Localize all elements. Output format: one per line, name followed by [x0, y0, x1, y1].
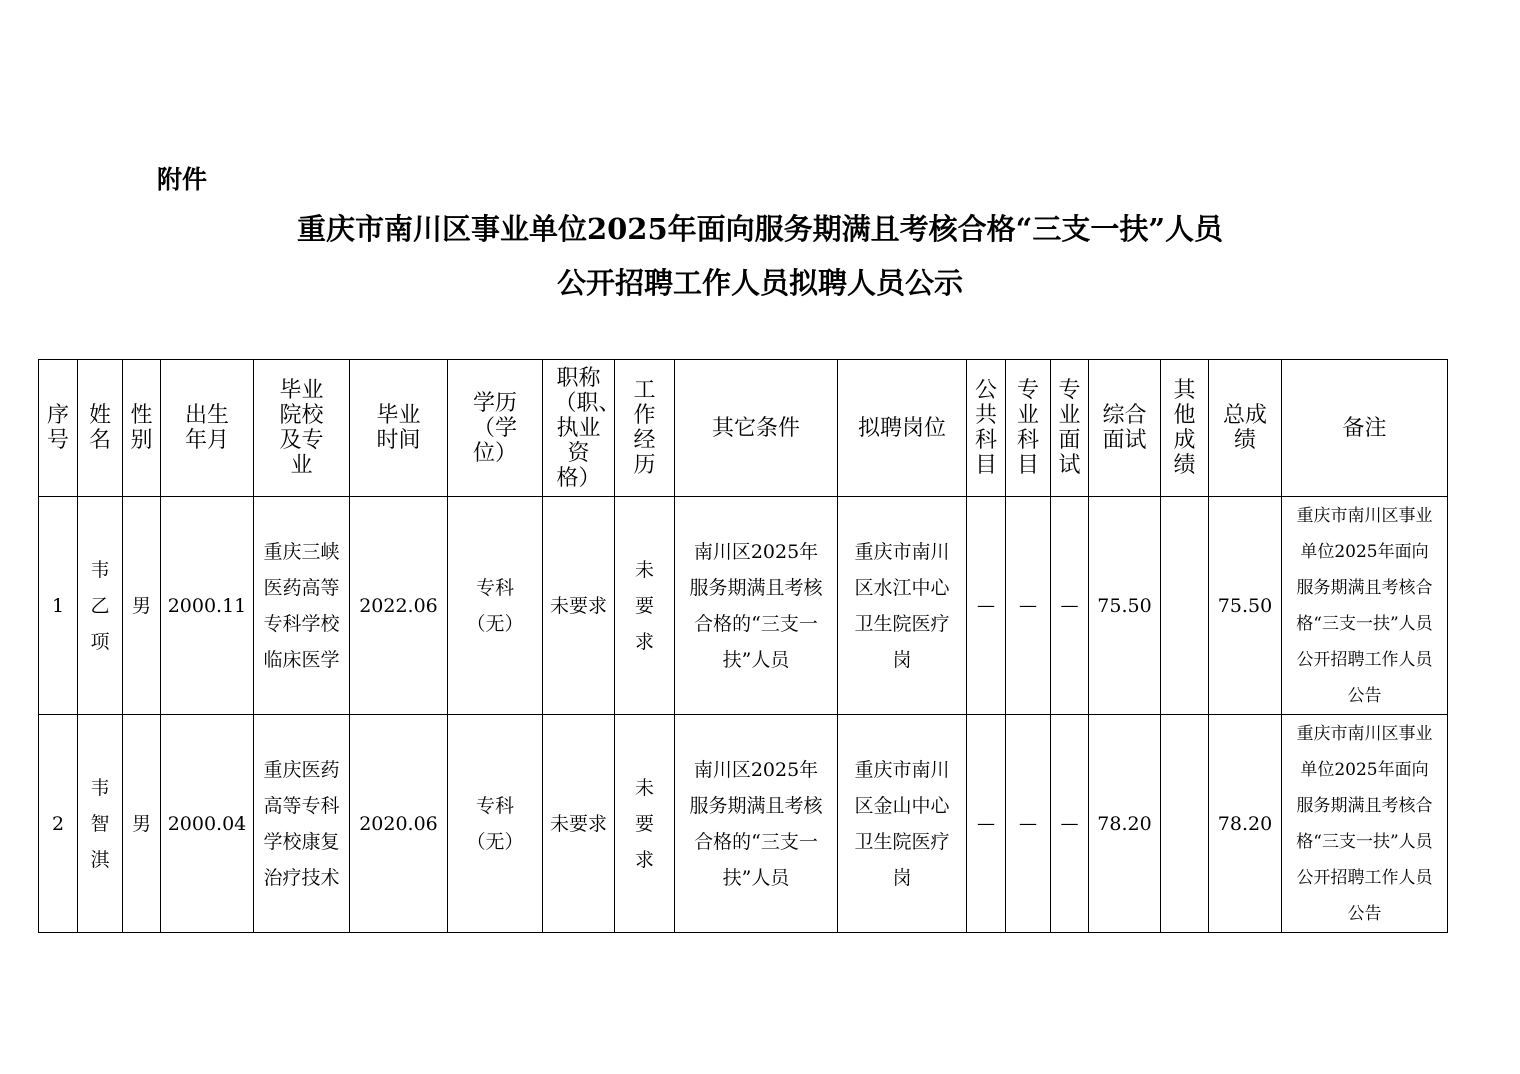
cell-other-score	[1161, 715, 1209, 933]
header-public-subject: 公共科目	[974, 378, 997, 478]
cell-comprehensive-interview: 75.50	[1089, 497, 1161, 715]
cell-gender: 男	[123, 715, 161, 933]
cell-comprehensive-interview: 78.20	[1089, 715, 1161, 933]
header-experience: 工作经历	[633, 378, 656, 478]
header-comprehensive-interview: 综合面试	[1102, 403, 1147, 453]
cell-major-interview: —	[1051, 497, 1089, 715]
cell-birth: 2000.11	[161, 497, 254, 715]
cell-title-qualification: 未要求	[549, 812, 607, 835]
header-total-score: 总成绩	[1222, 403, 1267, 453]
header-name: 姓名	[88, 403, 111, 453]
cell-experience: 未要求	[634, 776, 654, 871]
document-title-line2: 公开招聘工作人员拟聘人员公示	[556, 266, 963, 300]
document-title-line1: 重庆市南川区事业单位2025年面向服务期满且考核合格“三支一扶”人员	[296, 212, 1224, 246]
personnel-table	[38, 359, 1448, 933]
cell-other-score	[1161, 497, 1209, 715]
header-birth: 出生年月	[184, 403, 229, 453]
cell-public-subject: —	[967, 497, 1006, 715]
cell-seq: 2	[39, 715, 78, 933]
cell-education: 专科（无）	[466, 576, 524, 635]
header-other-score: 其他成绩	[1173, 378, 1196, 478]
header-title-qualification: 职称（职、执业资格）	[554, 365, 621, 491]
cell-gender: 男	[123, 497, 161, 715]
cell-school: 重庆三峡医药高等专科学校临床医学	[263, 540, 340, 671]
header-education: 学历（学位）	[472, 390, 517, 466]
header-position: 拟聘岗位	[857, 415, 946, 441]
cell-birth: 2000.04	[161, 715, 254, 933]
cell-experience: 未要求	[634, 558, 654, 653]
header-other-conditions: 其它条件	[711, 415, 800, 441]
cell-school: 重庆医药高等专科学校康复治疗技术	[263, 758, 340, 889]
cell-other-conditions: 南川区2025年服务期满且考核合格的“三支一扶”人员	[689, 540, 823, 671]
cell-position: 重庆市南川区水江中心卫生院医疗岗	[854, 540, 950, 671]
cell-total-score: 75.50	[1209, 497, 1282, 715]
cell-name: 韦智淇	[90, 776, 110, 871]
cell-major-subject: —	[1006, 497, 1051, 715]
table-row	[39, 497, 1448, 715]
cell-name: 韦乙项	[90, 558, 110, 653]
cell-remark: 重庆市南川区事业单位2025年面向服务期满且考核合格“三支一扶”人员公开招聘工作人员公告	[1296, 505, 1433, 706]
header-grad-time: 毕业时间	[376, 403, 421, 453]
cell-grad-time: 2020.06	[350, 715, 448, 933]
header-major-subject: 专业科目	[1016, 378, 1039, 478]
header-seq: 序号	[46, 403, 69, 453]
cell-education: 专科（无）	[466, 794, 524, 853]
cell-public-subject: —	[967, 715, 1006, 933]
cell-other-conditions: 南川区2025年服务期满且考核合格的“三支一扶”人员	[689, 758, 823, 889]
cell-total-score: 78.20	[1209, 715, 1282, 933]
cell-position: 重庆市南川区金山中心卫生院医疗岗	[854, 758, 950, 889]
cell-seq: 1	[39, 497, 78, 715]
cell-title-qualification: 未要求	[549, 594, 607, 617]
table-header-row	[39, 360, 1448, 497]
attachment-label: 附件	[157, 165, 208, 194]
cell-grad-time: 2022.06	[350, 497, 448, 715]
cell-major-interview: —	[1051, 715, 1089, 933]
header-major-interview: 专业面试	[1058, 378, 1081, 478]
table-row	[39, 715, 1448, 933]
cell-major-subject: —	[1006, 715, 1051, 933]
cell-remark: 重庆市南川区事业单位2025年面向服务期满且考核合格“三支一扶”人员公开招聘工作人员公告	[1296, 723, 1433, 924]
header-school: 毕业院校及专业	[279, 378, 324, 478]
header-gender: 性别	[130, 403, 153, 453]
header-remark: 备注	[1342, 415, 1387, 441]
